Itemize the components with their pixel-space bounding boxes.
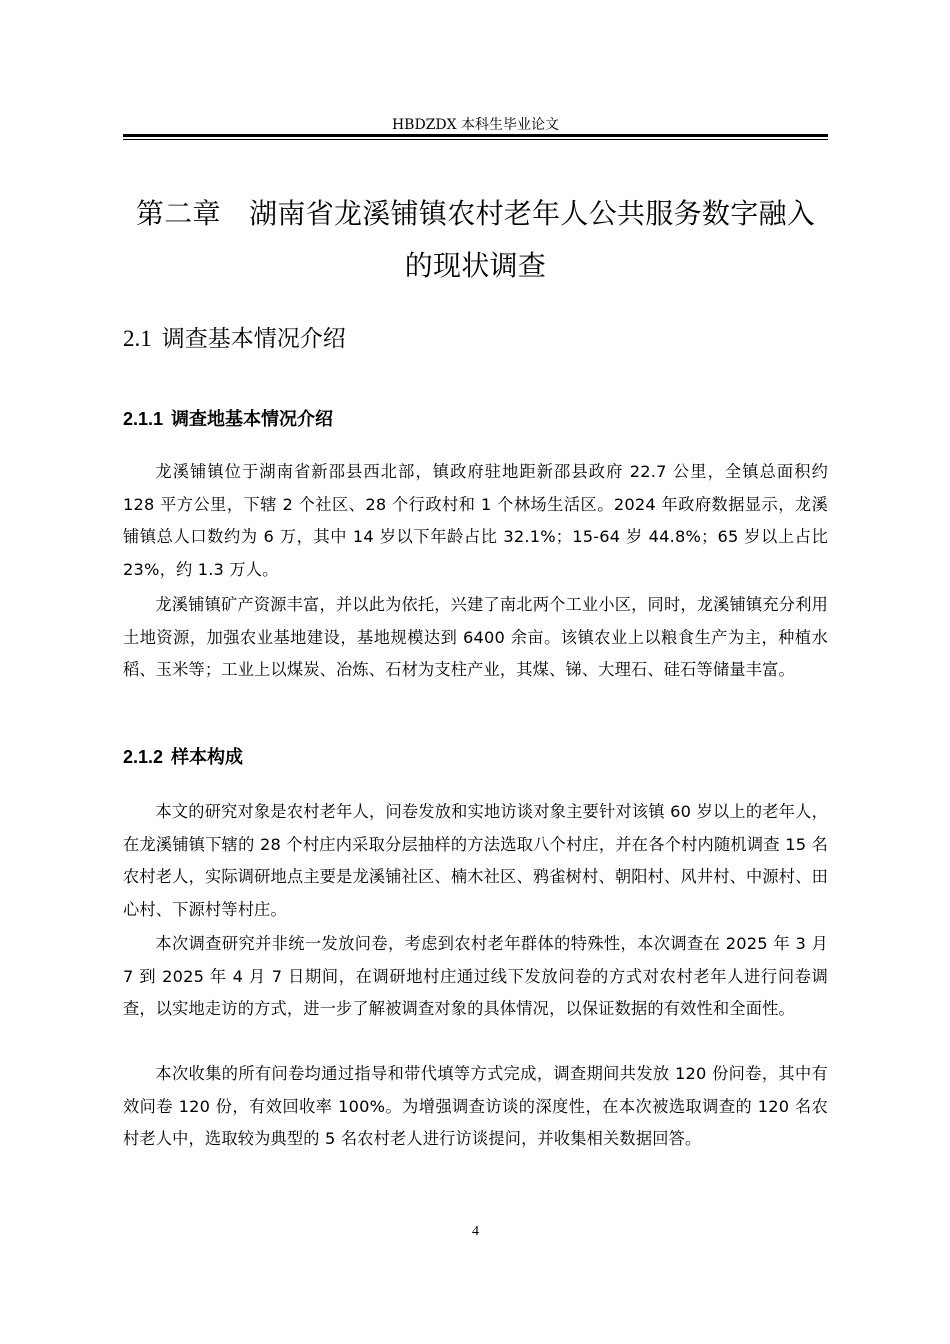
body-paragraph: 龙溪铺镇矿产资源丰富，并以此为依托，兴建了南北两个工业小区，同时，龙溪铺镇充分利用土地资源，加强农业基地建设，基地规模达到 6400 余亩。该镇农业上以粮食生产为主，种植水稻、玉米等；工业上以煤炭、冶炼、石材为支柱产业，其煤、锑、大理石、硅石等储量丰富。: [123, 595, 828, 680]
subsection-title: 样本构成: [171, 747, 244, 768]
chapter-title-line-2: 的现状调查: [404, 249, 547, 282]
subsection-number: 2.1.2: [123, 747, 164, 767]
header-rule-thin: [123, 139, 828, 140]
body-paragraph: 本次调查研究并非统一发放问卷，考虑到农村老年群体的特殊性，本次调查在 2025 年 3 月 7 到 2025 年 4 月 7 日期间，在调研地村庄通过线下发放问卷的方式对农村老年人进行问卷调查，以实地走访的方式，进一步了解被调查对象的具体情况，以保证数据的有效性和全面性。: [123, 934, 828, 1019]
chapter-title-line-1: 第二章 湖南省龙溪铺镇农村老年人公共服务数字融入: [135, 197, 816, 230]
section-number: 2.1: [123, 326, 152, 351]
body-paragraph: 本文的研究对象是农村老年人，问卷发放和实地访谈对象主要针对该镇 60 岁以上的老年人，在龙溪铺镇下辖的 28 个村庄内采取分层抽样的方法选取八个村庄，并在各个村内随机调查 15 名农村老人，实际调研地点主要是龙溪铺社区、楠木社区、鸦雀树村、朝阳村、风井村、中源村、田心村、下源村等村庄。: [123, 802, 828, 919]
subsection-number: 2.1.1: [123, 409, 164, 429]
chapter-title: [123, 188, 828, 292]
subsection-title: 调查地基本情况介绍: [171, 409, 334, 430]
section-title: 调查基本情况介绍: [161, 326, 346, 352]
page-number: 4: [472, 1224, 479, 1239]
subsection-heading: [123, 744, 243, 771]
running-header: HBDZDX 本科生毕业论文: [391, 117, 560, 133]
header-rule-thick: [123, 134, 828, 137]
body-paragraph: 本次收集的所有问卷均通过指导和带代填等方式完成，调查期间共发放 120 份问卷，其中有效问卷 120 份，有效回收率 100%。为增强调查访谈的深度性，在本次被选取调查的 120 名农村老人中，选取较为典型的 5 名农村老人进行访谈提问，并收集相关数据回答。: [123, 1064, 828, 1149]
section-heading: [123, 322, 346, 356]
subsection-heading: [123, 406, 333, 433]
body-paragraph: 龙溪铺镇位于湖南省新邵县西北部，镇政府驻地距新邵县政府 22.7 公里，全镇总面积约 128 平方公里，下辖 2 个社区、28 个行政村和 1 个林场生活区。2024 年政府数据显示，龙溪铺镇总人口数约为 6 万，其中 14 岁以下年龄占比 32.1%；15-64 岁 44.8%；65 岁以上占比 23%，约 1.3 万人。: [123, 462, 828, 579]
